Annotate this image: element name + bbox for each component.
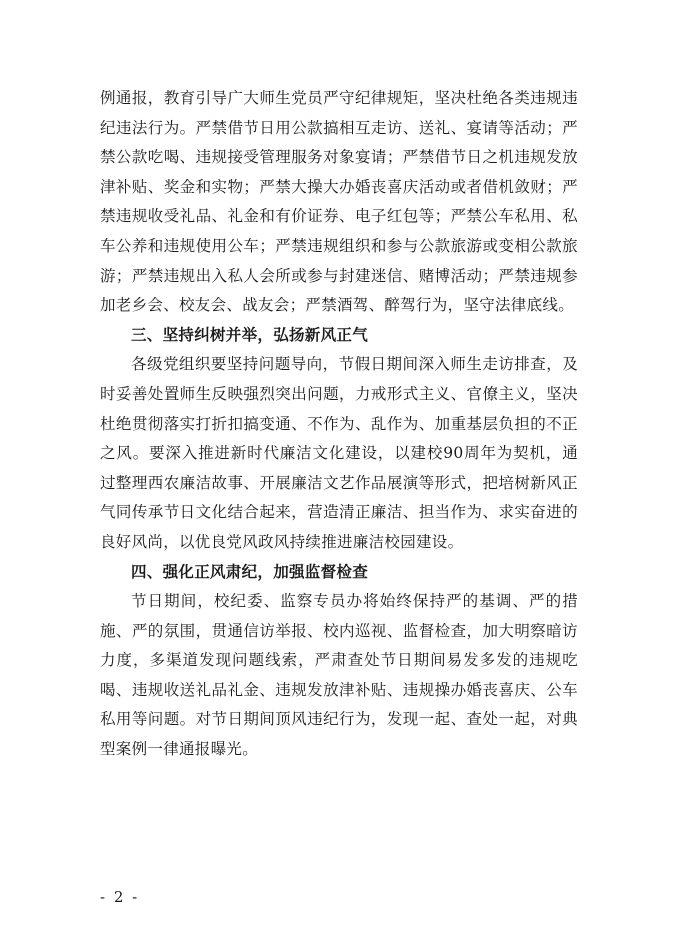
section-heading-3: 三、坚持纠树并举，弘扬新风正气: [131, 325, 369, 344]
paragraph-section-3: 各级党组织要坚持问题导向，节假日期间深入师生走访排查，及时妥善处置师生反映强烈突出问题，力戒形式主义、官僚主义，坚决杜绝贯彻落实打折扣搞变通、不作为、乱作为、加重基层负担的不正之风。要深入推进新时代廉洁文化建设，以建校90周年为契机，通过整理西农廉洁故事、开展廉洁文艺作品展演等形式，把培树新风正气同传承节日文化结合起来，营造清正廉洁、担当作为、求实奋进的良好风尚，以优良党风政风持续推进廉洁校园建设。: [100, 355, 578, 551]
document-body: [100, 84, 578, 765]
section-heading-4: 四、强化正风肃纪，加强监督检查: [131, 562, 369, 581]
page-number: - 2 -: [100, 888, 140, 906]
paragraph-section-4: 节日期间，校纪委、监察专员办将始终保持严的基调、严的措施、严的氛围，贯通信访举报、校内巡视、监督检查，加大明察暗访力度，多渠道发现问题线索，严肃查处节日期间易发多发的违规吃喝、违规收送礼品礼金、违规发放津补贴、违规操办婚丧喜庆、公车私用等问题。对节日期间顶风违纪行为，发现一起、查处一起，对典型案例一律通报曝光。: [100, 592, 578, 759]
paragraph-continued: 例通报，教育引导广大师生党员严守纪律规矩，坚决杜绝各类违规违纪违法行为。严禁借节日用公款搞相互走访、送礼、宴请等活动；严禁公款吃喝、违规接受管理服务对象宴请；严禁借节日之机违规发放津补贴、奖金和实物；严禁大操大办婚丧喜庆活动或者借机敛财；严禁违规收受礼品、礼金和有价证券、电子红包等；严禁公车私用、私车公养和违规使用公车；严禁违规组织和参与公款旅游或变相公款旅游；严禁违规出入私人会所或参与封建迷信、赌博活动；严禁违规参加老乡会、校友会、战友会；严禁酒驾、醉驾行为，坚守法律底线。: [100, 89, 578, 315]
